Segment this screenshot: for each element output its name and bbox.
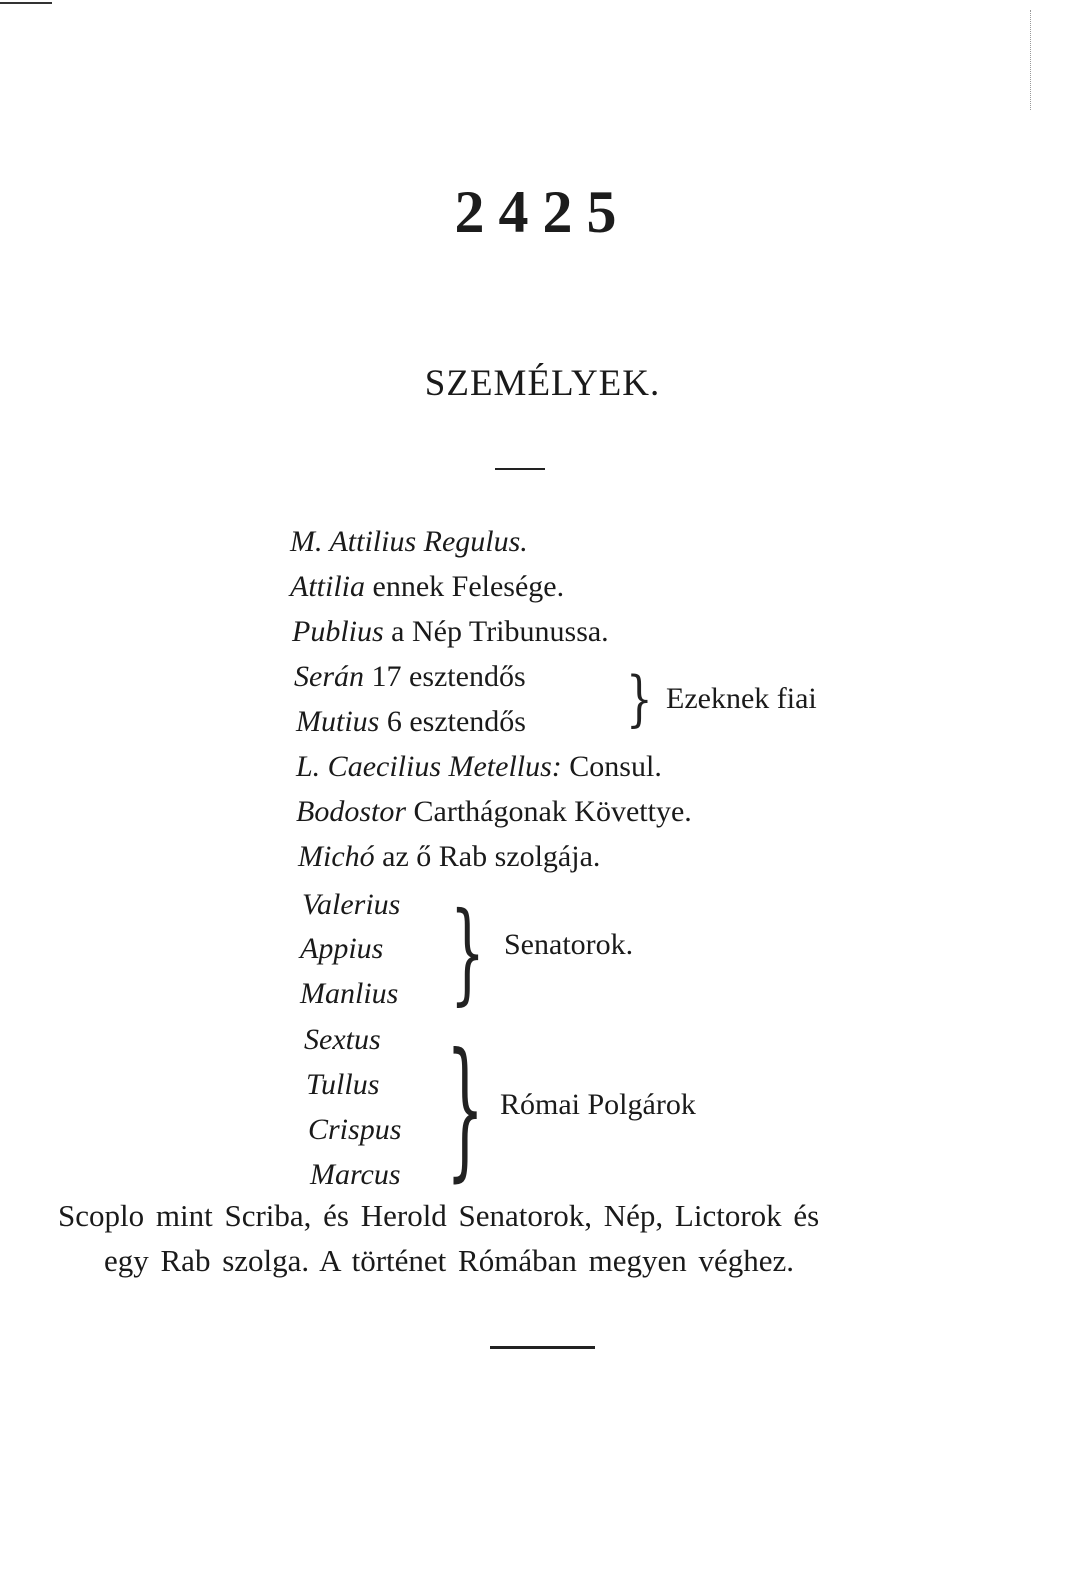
senator-name: Valerius [302, 888, 401, 921]
cast-name: L. Caecilius Metellus: [296, 750, 562, 783]
cast-line-regulus [290, 525, 528, 559]
cast-line-publius [292, 615, 609, 649]
cast-line-bodostor [296, 795, 692, 829]
cast-desc: Consul. [569, 750, 662, 783]
scan-edge-line [0, 2, 52, 4]
citizens-brace: } [446, 1022, 485, 1196]
page-heading: SZEMÉLYEK. [424, 363, 661, 404]
sons-label: Ezeknek fiai [666, 682, 817, 715]
cast-desc: Carthágonak Követtye. [413, 795, 692, 828]
citizen-name: Crispus [308, 1113, 402, 1146]
cast-line-micho [298, 840, 600, 874]
cast-name: M. Attilius Regulus. [290, 525, 528, 558]
cast-line-mutius [296, 705, 526, 739]
footer-line-1: Scoplo mint Scriba, és Herold Senatorok, Nép, Lictorok és [58, 1198, 820, 1233]
closing-divider [490, 1346, 595, 1349]
citizen-name: Marcus [310, 1158, 401, 1191]
cast-line-attilia [290, 570, 564, 604]
senators-label: Senatorok. [504, 928, 634, 961]
citizens-label: Római Polgárok [500, 1088, 696, 1121]
senator-name: Manlius [300, 977, 399, 1010]
cast-desc: az ő Rab szolgája. [382, 840, 601, 873]
footer-line-2: egy Rab szolga. A történet Rómában megyen véghez. [104, 1243, 795, 1278]
cast-name: Serán [294, 660, 364, 693]
citizen-name: Tullus [306, 1068, 380, 1101]
cast-desc: 17 esztendős [371, 660, 526, 693]
page-number: 2425 [454, 179, 631, 245]
cast-line-seran [294, 660, 526, 694]
cast-desc: 6 esztendős [386, 705, 526, 738]
cast-name: Attilia [290, 570, 365, 603]
scan-edge-marks [1030, 10, 1032, 110]
senator-name: Appius [300, 932, 384, 965]
cast-desc: ennek Felesége. [372, 570, 565, 603]
citizen-name: Sextus [304, 1023, 381, 1056]
heading-divider [495, 468, 545, 470]
sons-brace: } [626, 664, 653, 734]
cast-name: Mutius [296, 705, 380, 738]
cast-name: Michó [298, 840, 375, 873]
cast-name: Bodostor [296, 795, 407, 828]
cast-desc: a Nép Tribunussa. [391, 615, 609, 648]
cast-line-metellus [296, 750, 662, 784]
senators-brace: } [450, 888, 485, 1016]
cast-name: Publius [292, 615, 384, 648]
